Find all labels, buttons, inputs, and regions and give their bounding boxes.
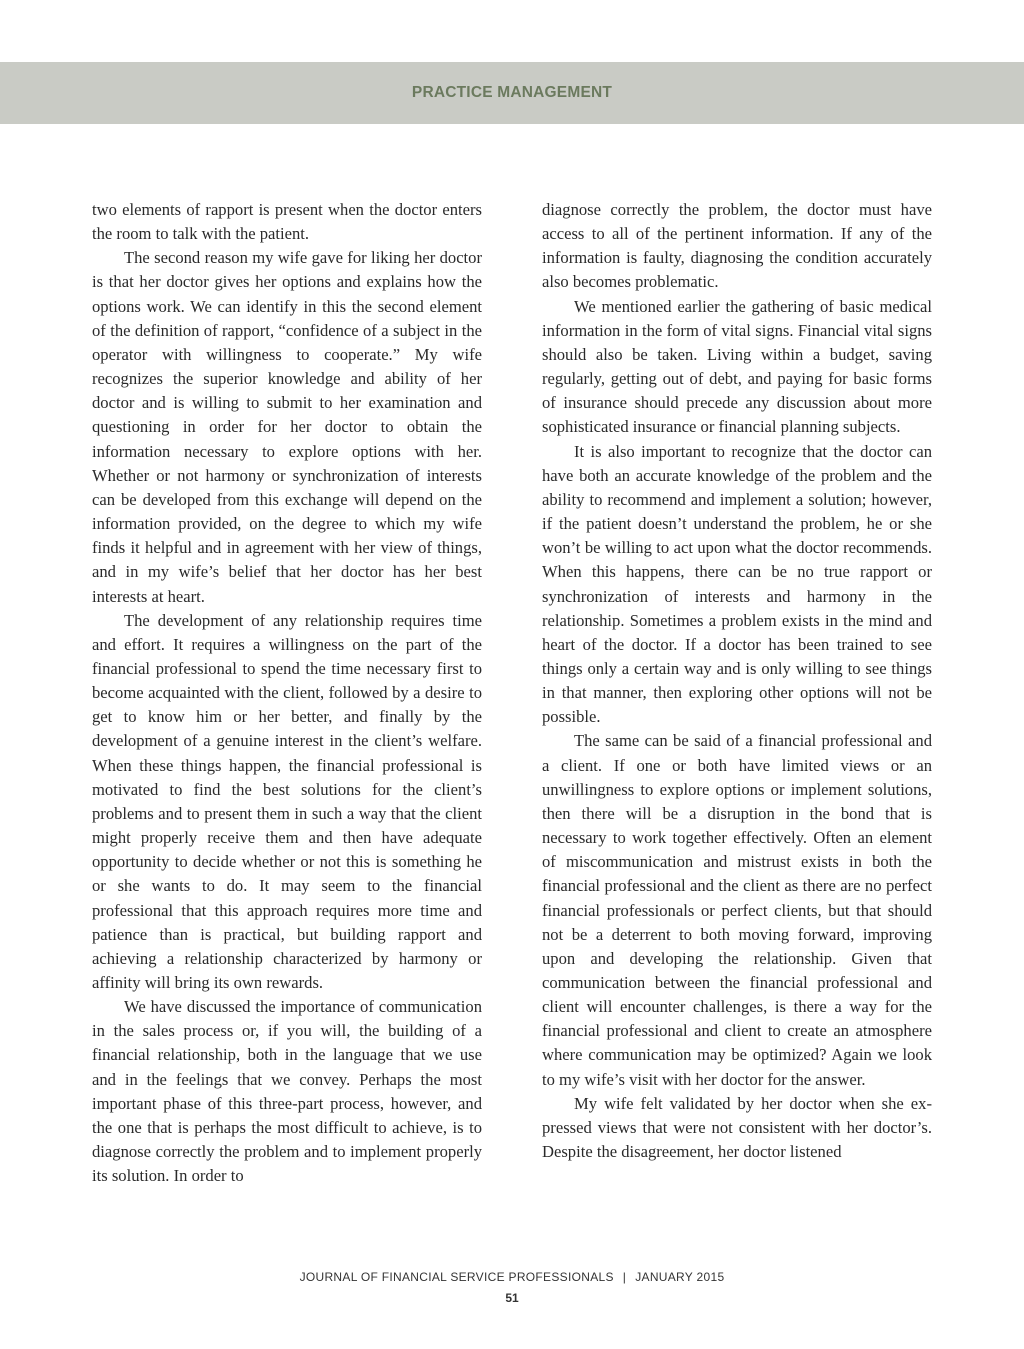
page-number: 51 (505, 1291, 519, 1305)
journal-name: JOURNAL OF FINANCIAL SERVICE PROFESSIONALS (299, 1270, 614, 1284)
paragraph: It is also important to recognize that the doctor can have both an accurate knowledge of the problem and the ability to recommend and implement a solution; however, if the patient doesn’t understand the problem, he or she won’t be willing to act upon what the doctor recommends. When this happens, there can be no true rapport or synchronization of interests and harmony in the relationship. Sometimes a problem exists in the mind and heart of the doctor. If a doctor has been trained to see things only a certain way and is only willing to see things in that manner, then exploring other options will not be possible. (542, 441, 932, 727)
footer-separator: | (622, 1270, 627, 1284)
issue-date: JANUARY 2015 (635, 1270, 725, 1284)
paragraph: We have discussed the importance of communication in the sales process or, if you will, the building of a financial relationship, both in the language that we use and in the feelings that we convey. Perhaps the most important phase of this three-part process, however, and the one that is perhaps the most difficult to achieve, is to diagnose correctly the problem and to implement properly its solution. In order to (92, 997, 482, 1186)
paragraph: two elements of rapport is present when the doctor enters the room to talk with the patient. (92, 200, 482, 244)
left-text-column (92, 198, 482, 1188)
section-header-band (0, 62, 1024, 124)
paragraph: The second reason my wife gave for liking her doctor is that her doctor gives her options and explains how the options work. We can identify in this the second element of the definition of rapport, “confidence of a subject in the operator with willingness to cooperate.” My wife recognizes the superior knowledge and ability of her doctor and is willing to submit to her examination and questioning in order for her doctor to obtain the information necessary to explore options with her. Whether or not harmony or synchronization of interests can be developed from this exchange will depend on the information provided, on the degree to which my wife finds it helpful and in agreement with her view of things, and in my wife’s belief that her doctor has her best interests at heart. (92, 248, 482, 606)
paragraph: The same can be said of a financial professional and a client. If one or both have limited views or an unwillingness to explore options or implement solutions, then there will be a disruption in the bond that is necessary to work together effectively. Often an element of miscommunication and mistrust exists in both the financial professional and the client as there are no perfect financial professionals or perfect clients, but that should not be a deterrent to both moving forward, improving upon and developing the relationship. Given that communication between the financial professional and client will encounter challenges, is there a way for the financial professional and client to create an atmosphere where communication may be optimized? Again we look to my wife’s visit with her doctor for the answer. (542, 731, 932, 1089)
section-title: PRACTICE MANAGEMENT (411, 84, 613, 101)
paragraph: My wife felt validated by her doctor when she expressed views that were not consistent with her doctor’s. Despite the disagreement, her doctor listened (542, 1093, 932, 1162)
right-text-column (542, 198, 932, 1164)
paragraph: We mentioned earlier the gathering of basic medical information in the form of vital signs. Financial vital signs should also be taken. Living within a budget, saving regularly, getting out of debt, and paying for basic forms of insurance should precede any discussion about more sophisticated insurance or financial planning subjects. (542, 296, 932, 437)
paragraph: The development of any relationship requires time and effort. It requires a willingness on the part of the financial professional to spend the time necessary first to become acquainted with the client, followed by a desire to get to know him or her better, and finally by the development of a genuine interest in the client’s welfare. When these things happen, the financial professional is motivated to find the best solutions for the client’s problems and to present them in such a way that the client might properly receive them and then have adequate opportunity to decide whether or not this is something he or she wants to do. It may seem to the financial professional that this approach requires more time and patience than is practical, but building rapport and achieving a relationship characterized by harmony or affinity will bring its own rewards. (92, 610, 482, 992)
paragraph: diagnose correctly the problem, the doctor must have access to all of the pertinent information. If any of the information is faulty, diagnosing the condition accurately also becomes problematic. (542, 200, 932, 292)
journal-footer (0, 1270, 1024, 1284)
